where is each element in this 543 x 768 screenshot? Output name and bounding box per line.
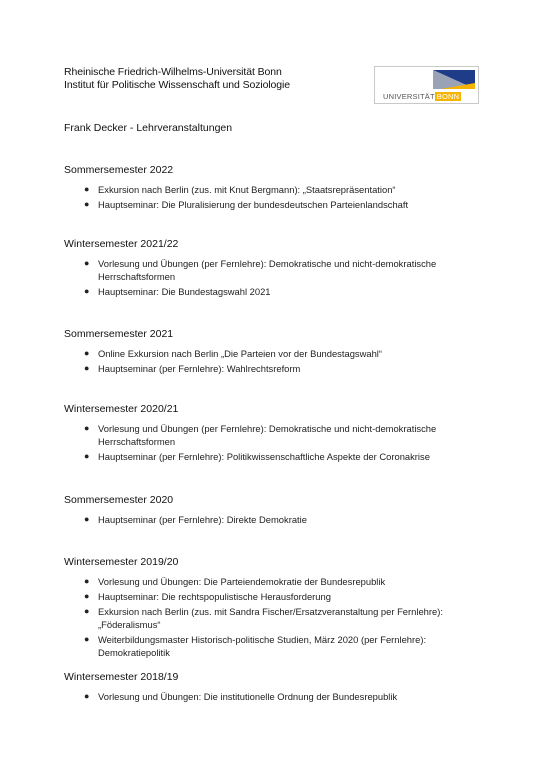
course-text: Vorlesung und Übungen: Die Parteiendemokratie der Bundesrepublik <box>98 576 386 587</box>
bullet-icon: ● <box>84 514 90 524</box>
list-item <box>64 285 484 298</box>
course-text: Exkursion nach Berlin (zus. mit Knut Bergmann): „Staatsrepräsentation“ <box>98 184 396 195</box>
list-item <box>64 362 484 375</box>
bullet-icon: ● <box>84 348 90 358</box>
list-item <box>64 690 484 703</box>
course-text: Exkursion nach Berlin (zus. mit Sandra Fischer/Ersatzveranstaltung per Fernlehre): „Föderalismus“ <box>98 606 443 630</box>
course-list <box>64 575 484 659</box>
section-title: Wintersemester 2018/19 <box>64 671 179 683</box>
section-title: Wintersemester 2020/21 <box>64 403 179 415</box>
course-list <box>64 257 484 298</box>
institution-header <box>64 66 290 92</box>
university-bonn-logo <box>374 66 479 104</box>
list-item <box>64 590 484 603</box>
document-title: Frank Decker - Lehrveranstaltungen <box>64 122 233 134</box>
course-text: Hauptseminar (per Fernlehre): Politikwissenschaftliche Aspekte der Coronakrise <box>98 451 430 462</box>
course-text: Hauptseminar (per Fernlehre): Direkte Demokratie <box>98 514 307 525</box>
bullet-icon: ● <box>84 451 90 461</box>
section-wise-2021-22 <box>64 238 484 300</box>
section-title: Sommersemester 2020 <box>64 494 174 506</box>
course-list <box>64 513 484 526</box>
section-wise-2018-19 <box>64 671 484 705</box>
bullet-icon: ● <box>84 576 90 586</box>
section-wise-2020-21 <box>64 403 484 465</box>
bullet-icon: ● <box>84 606 90 616</box>
list-item <box>64 198 484 211</box>
list-item <box>64 605 484 631</box>
list-item <box>64 257 484 283</box>
list-item <box>64 347 484 360</box>
bullet-icon: ● <box>84 363 90 373</box>
bullet-icon: ● <box>84 423 90 433</box>
course-text: Hauptseminar (per Fernlehre): Wahlrechtsreform <box>98 363 301 374</box>
bullet-icon: ● <box>84 591 90 601</box>
section-wise-2019-20 <box>64 556 484 661</box>
bullet-icon: ● <box>84 691 90 701</box>
course-text: Vorlesung und Übungen (per Fernlehre): Demokratische und nicht-demokratische Herrschaftsformen <box>98 258 437 282</box>
list-item <box>64 575 484 588</box>
course-text: Vorlesung und Übungen (per Fernlehre): Demokratische und nicht-demokratische Herrschaftsformen <box>98 423 437 447</box>
course-text: Online Exkursion nach Berlin „Die Parteien vor der Bundestagswahl“ <box>98 348 382 359</box>
section-title: Wintersemester 2019/20 <box>64 556 179 568</box>
course-list <box>64 347 484 375</box>
section-sose-2021 <box>64 328 484 377</box>
course-list <box>64 183 484 211</box>
bullet-icon: ● <box>84 286 90 296</box>
list-item <box>64 633 484 659</box>
course-text: Hauptseminar: Die Pluralisierung der bundesdeutschen Parteienlandschaft <box>98 199 409 210</box>
course-text: Hauptseminar: Die Bundestagswahl 2021 <box>98 286 271 297</box>
bullet-icon: ● <box>84 184 90 194</box>
course-text: Hauptseminar: Die rechtspopulistische Herausforderung <box>98 591 331 602</box>
list-item <box>64 513 484 526</box>
list-item <box>64 422 484 448</box>
section-title: Sommersemester 2022 <box>64 164 174 176</box>
list-item <box>64 183 484 196</box>
logo-text-main: UNIVERSITÄT <box>383 92 435 101</box>
section-sose-2020 <box>64 494 484 528</box>
course-text: Vorlesung und Übungen: Die institutionelle Ordnung der Bundesrepublik <box>98 691 398 702</box>
course-list <box>64 690 484 703</box>
bullet-icon: ● <box>84 258 90 268</box>
institute-name: Institut für Politische Wissenschaft und Soziologie <box>64 79 291 91</box>
logo-wordmark <box>383 92 461 101</box>
university-name: Rheinische Friedrich-Wilhelms-Universität Bonn <box>64 66 282 78</box>
course-text: Weiterbildungsmaster Historisch-politische Studien, März 2020 (per Fernlehre): Demokratiepolitik <box>98 634 427 658</box>
section-title: Sommersemester 2021 <box>64 328 174 340</box>
logo-text-highlight: BONN <box>436 92 460 101</box>
list-item <box>64 450 484 463</box>
section-sose-2022 <box>64 164 484 213</box>
bullet-icon: ● <box>84 199 90 209</box>
section-title: Wintersemester 2021/22 <box>64 238 179 250</box>
course-list <box>64 422 484 463</box>
bullet-icon: ● <box>84 634 90 644</box>
